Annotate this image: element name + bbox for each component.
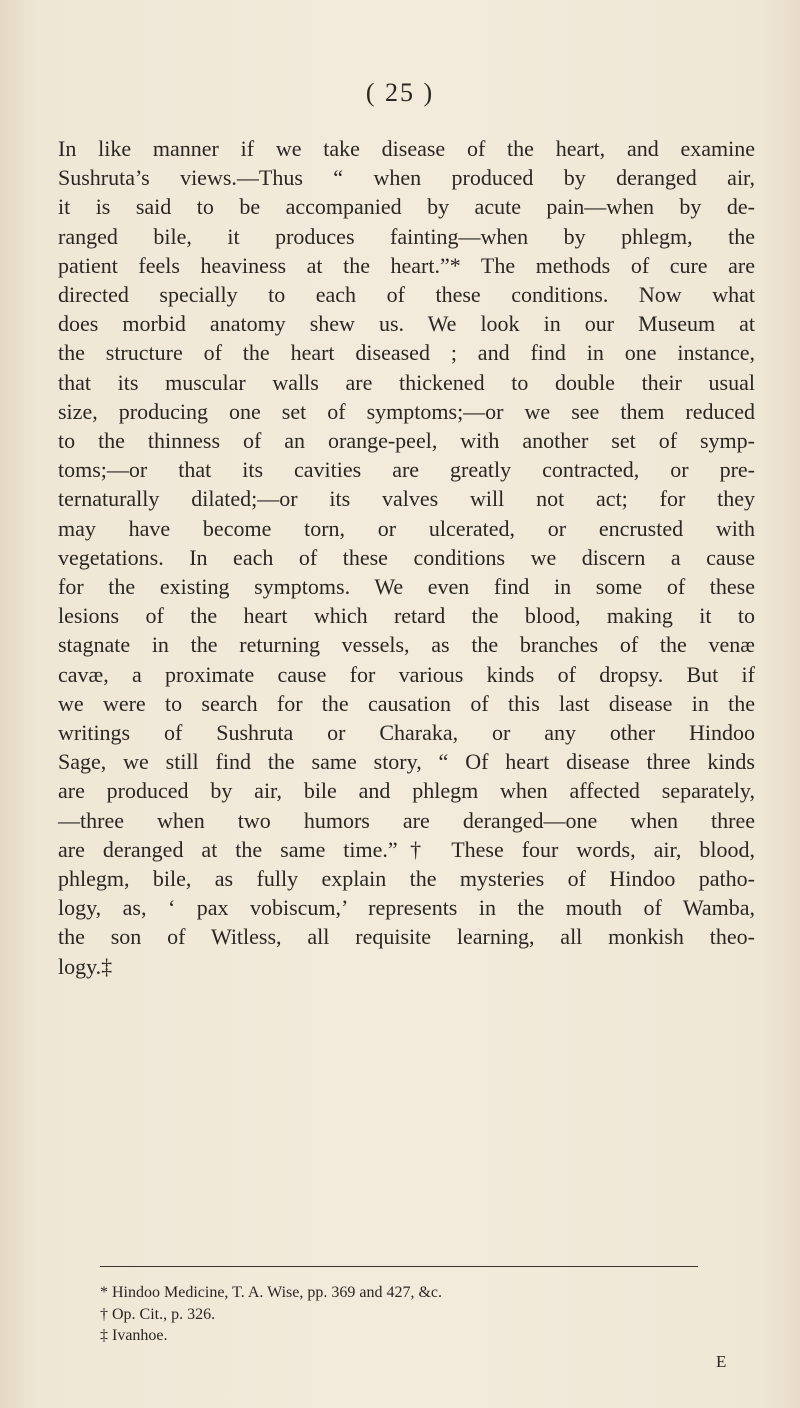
- footnote: † Op. Cit., p. 326.: [100, 1305, 216, 1323]
- text-line: Sage, we still find the same story, “ Of heart disease three kinds: [58, 749, 755, 775]
- text-line: are produced by air, bile and phlegm when affected separately,: [58, 778, 755, 804]
- text-line: cavæ, a proximate cause for various kinds of dropsy. But if: [58, 661, 755, 687]
- text-line: does morbid anatomy shew us. We look in our Museum at: [58, 311, 755, 337]
- text-line: are deranged at the same time.”† These four words, air, blood,: [58, 836, 755, 862]
- text-line: writings of Sushruta or Charaka, or any other Hindoo: [58, 720, 755, 746]
- text-line: we were to search for the causation of this last disease in the: [58, 690, 755, 716]
- footnote: ‡ Ivanhoe.: [100, 1327, 168, 1344]
- text-line: the son of Witless, all requisite learning, all monkish theo-: [58, 924, 755, 950]
- text-line: to the thinness of an orange-peel, with another set of symp-: [58, 428, 755, 454]
- footnotes: [100, 1282, 700, 1347]
- text-line: In like manner if we take disease of the heart, and examine: [58, 136, 755, 161]
- text-line: the structure of the heart diseased ; and find in one instance,: [58, 340, 755, 366]
- text-line: lesions of the heart which retard the blood, making it to: [58, 603, 755, 629]
- text-line: ternaturally dilated;—or its valves will not act; for they: [58, 486, 755, 512]
- text-line: toms;—or that its cavities are greatly contracted, or pre-: [58, 457, 755, 483]
- text-line: it is said to be accompanied by acute pain—when by de-: [58, 194, 755, 220]
- text-line: logy, as, ‘ pax vobiscum,’ represents in the mouth of Wamba,: [58, 895, 755, 921]
- text-line: vegetations. In each of these conditions we discern a cause: [58, 544, 755, 570]
- page-number: ( 25 ): [365, 78, 435, 107]
- text-line: Sushruta’s views.—Thus “ when produced by deranged air,: [58, 165, 755, 191]
- text-line: may have become torn, or ulcerated, or encrusted with: [58, 515, 755, 541]
- text-line: directed specially to each of these conditions. Now what: [58, 282, 755, 308]
- text-line: —three when two humors are deranged—one when three: [58, 807, 755, 833]
- text-line: stagnate in the returning vessels, as the branches of the venæ: [58, 632, 755, 658]
- signature-mark: E: [716, 1352, 727, 1371]
- text-line: logy.‡: [58, 953, 113, 979]
- text-line: that its muscular walls are thickened to double their usual: [58, 369, 755, 395]
- text-line: size, producing one set of symptoms;—or we see them reduced: [58, 398, 755, 424]
- footnote-divider: [100, 1266, 698, 1267]
- footnote: * Hindoo Medicine, T. A. Wise, pp. 369 and 427, &c.: [100, 1284, 442, 1301]
- main-paragraph: [58, 134, 755, 981]
- text-line: for the existing symptoms. We even find in some of these: [58, 574, 755, 600]
- text-line: ranged bile, it produces fainting—when by phlegm, the: [58, 223, 755, 249]
- text-line: phlegm, bile, as fully explain the mysteries of Hindoo patho-: [58, 866, 755, 892]
- text-line: patient feels heaviness at the heart.”* The methods of cure are: [58, 252, 755, 278]
